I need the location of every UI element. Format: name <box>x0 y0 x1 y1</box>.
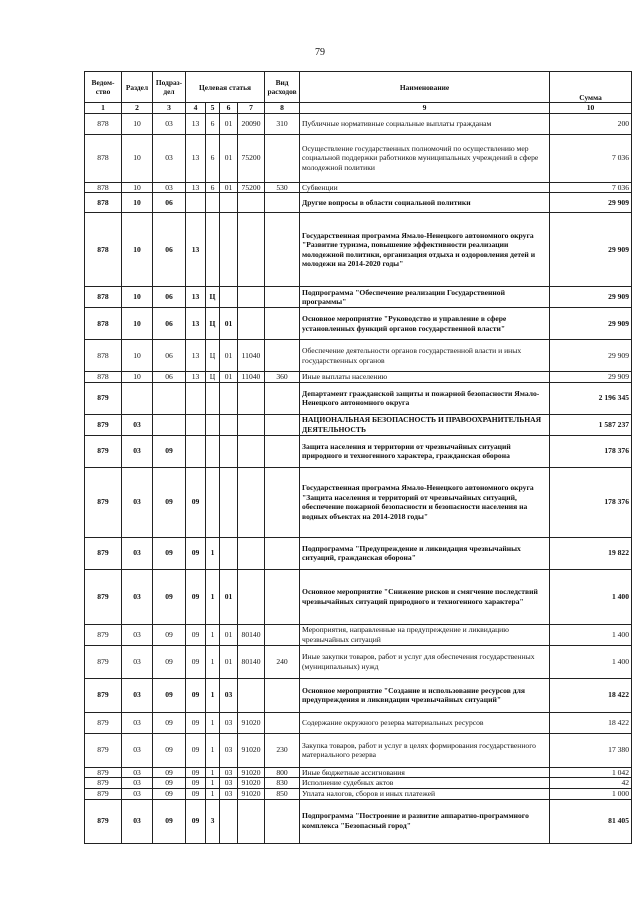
table-row <box>85 778 632 789</box>
section-code: 03 <box>122 414 153 435</box>
header-number-cell: 2 <box>122 103 153 114</box>
item-name: Мероприятия, направленные на предупреждение и ликвидацию чрезвычайных ситуаций <box>300 624 550 645</box>
dept-code: 879 <box>85 645 122 678</box>
item-sum: 200 <box>550 113 632 134</box>
table-row <box>85 134 632 182</box>
dept-code: 878 <box>85 182 122 193</box>
item-sum: 2 196 345 <box>550 382 632 414</box>
section-code: 03 <box>122 712 153 733</box>
activity-code: 03 <box>220 778 238 789</box>
subprogram-code: 1 <box>206 788 220 799</box>
item-sum: 18 422 <box>550 678 632 712</box>
subsection-code: 06 <box>153 193 186 213</box>
dept-code: 879 <box>85 778 122 789</box>
program-code <box>186 193 206 213</box>
table-row <box>85 788 632 799</box>
table-row <box>85 624 632 645</box>
budget-table <box>84 71 632 844</box>
header-number-cell: 10 <box>550 103 632 114</box>
expense-type-code <box>265 712 300 733</box>
dept-code: 878 <box>85 113 122 134</box>
direction-code <box>238 193 265 213</box>
subsection-code: 09 <box>153 537 186 569</box>
header-exp: Вид расходов <box>265 72 300 103</box>
activity-code <box>220 287 238 308</box>
direction-code: 80140 <box>238 624 265 645</box>
item-name: Защита населения и территории от чрезвычайных ситуаций природного и техногенного характера, гражданская оборона <box>300 435 550 467</box>
header-number-cell: 9 <box>300 103 550 114</box>
dept-code: 879 <box>85 537 122 569</box>
table-row <box>85 382 632 414</box>
item-sum: 1 042 <box>550 767 632 778</box>
direction-code <box>238 213 265 287</box>
subsection-code <box>153 382 186 414</box>
section-code: 10 <box>122 287 153 308</box>
activity-code: 03 <box>220 733 238 767</box>
subsection-code: 03 <box>153 113 186 134</box>
subsection-code: 09 <box>153 645 186 678</box>
table-row <box>85 414 632 435</box>
expense-type-code <box>265 624 300 645</box>
direction-code <box>238 799 265 843</box>
header-number-cell: 3 <box>153 103 186 114</box>
header-number-cell: 4 <box>186 103 206 114</box>
section-code: 10 <box>122 113 153 134</box>
program-code: 09 <box>186 645 206 678</box>
program-code: 13 <box>186 182 206 193</box>
activity-code: 01 <box>220 308 238 340</box>
subsection-code: 09 <box>153 569 186 624</box>
direction-code: 11040 <box>238 372 265 383</box>
subprogram-code: 1 <box>206 778 220 789</box>
table-row <box>85 213 632 287</box>
activity-code: 01 <box>220 340 238 372</box>
direction-code: 80140 <box>238 645 265 678</box>
item-name: Иные закупки товаров, работ и услуг для обеспечения государственных (муниципальных) нужд <box>300 645 550 678</box>
expense-type-code <box>265 537 300 569</box>
program-code: 09 <box>186 799 206 843</box>
direction-code: 75200 <box>238 182 265 193</box>
subprogram-code <box>206 435 220 467</box>
header-sum: Сумма <box>550 72 632 103</box>
dept-code: 879 <box>85 799 122 843</box>
direction-code <box>238 414 265 435</box>
subprogram-code <box>206 213 220 287</box>
subsection-code: 09 <box>153 624 186 645</box>
subsection-code: 03 <box>153 182 186 193</box>
section-code: 10 <box>122 213 153 287</box>
item-name: Подпрограмма "Обеспечение реализации Государственной программы" <box>300 287 550 308</box>
item-name: Департамент гражданской защиты и пожарной безопасности Ямало-Ненецкого автономного округа <box>300 382 550 414</box>
activity-code: 03 <box>220 678 238 712</box>
dept-code: 878 <box>85 308 122 340</box>
expense-type-code <box>265 414 300 435</box>
table-row <box>85 678 632 712</box>
section-code: 10 <box>122 308 153 340</box>
expense-type-code: 310 <box>265 113 300 134</box>
activity-code <box>220 799 238 843</box>
section-code: 03 <box>122 569 153 624</box>
activity-code: 01 <box>220 134 238 182</box>
subsection-code: 06 <box>153 372 186 383</box>
direction-code: 91020 <box>238 712 265 733</box>
table-row <box>85 537 632 569</box>
item-sum: 81 405 <box>550 799 632 843</box>
table-row <box>85 193 632 213</box>
table-row <box>85 435 632 467</box>
item-name: Обеспечение деятельности органов государственной власти и иных государственных органов <box>300 340 550 372</box>
direction-code <box>238 435 265 467</box>
subsection-code: 06 <box>153 340 186 372</box>
header-section: Раздел <box>122 72 153 103</box>
expense-type-code <box>265 569 300 624</box>
activity-code <box>220 537 238 569</box>
program-code: 09 <box>186 467 206 537</box>
dept-code: 879 <box>85 788 122 799</box>
item-sum: 29 909 <box>550 193 632 213</box>
item-name: Содержание окружного резерва материальных ресурсов <box>300 712 550 733</box>
program-code: 09 <box>186 788 206 799</box>
page-number: 79 <box>315 47 325 58</box>
activity-code: 03 <box>220 788 238 799</box>
activity-code <box>220 435 238 467</box>
activity-code: 03 <box>220 767 238 778</box>
direction-code: 91020 <box>238 778 265 789</box>
subprogram-code: 6 <box>206 182 220 193</box>
header-numbers-row <box>85 103 632 114</box>
item-sum: 29 909 <box>550 287 632 308</box>
item-sum: 7 036 <box>550 134 632 182</box>
activity-code <box>220 193 238 213</box>
subprogram-code: 6 <box>206 113 220 134</box>
header-number-cell: 8 <box>265 103 300 114</box>
direction-code <box>238 382 265 414</box>
expense-type-code <box>265 308 300 340</box>
section-code: 03 <box>122 624 153 645</box>
program-code: 13 <box>186 113 206 134</box>
dept-code: 879 <box>85 624 122 645</box>
direction-code: 91020 <box>238 788 265 799</box>
dept-code: 879 <box>85 678 122 712</box>
subprogram-code: 1 <box>206 733 220 767</box>
expense-type-code <box>265 134 300 182</box>
subsection-code: 09 <box>153 799 186 843</box>
table-body <box>85 113 632 843</box>
expense-type-code: 230 <box>265 733 300 767</box>
dept-code: 879 <box>85 467 122 537</box>
item-sum: 18 422 <box>550 712 632 733</box>
subprogram-code: 1 <box>206 767 220 778</box>
table-row <box>85 340 632 372</box>
dept-code: 878 <box>85 340 122 372</box>
section-code <box>122 382 153 414</box>
activity-code: 01 <box>220 624 238 645</box>
subsection-code: 09 <box>153 778 186 789</box>
dept-code: 879 <box>85 767 122 778</box>
section-code: 10 <box>122 193 153 213</box>
item-sum: 19 822 <box>550 537 632 569</box>
activity-code <box>220 213 238 287</box>
expense-type-code <box>265 435 300 467</box>
section-code: 03 <box>122 733 153 767</box>
expense-type-code <box>265 287 300 308</box>
program-code: 09 <box>186 678 206 712</box>
expense-type-code <box>265 340 300 372</box>
item-name: Основное мероприятие "Руководство и управление в сфере установленных функций органов государственной власти" <box>300 308 550 340</box>
subsection-code: 06 <box>153 308 186 340</box>
header-number-cell: 5 <box>206 103 220 114</box>
section-code: 03 <box>122 537 153 569</box>
direction-code <box>238 287 265 308</box>
item-sum: 178 376 <box>550 435 632 467</box>
subprogram-code <box>206 193 220 213</box>
subprogram-code: 6 <box>206 134 220 182</box>
item-sum: 178 376 <box>550 467 632 537</box>
item-sum: 1 587 237 <box>550 414 632 435</box>
item-sum: 42 <box>550 778 632 789</box>
section-code: 03 <box>122 435 153 467</box>
section-code: 03 <box>122 645 153 678</box>
table-row <box>85 308 632 340</box>
item-name: Субвенции <box>300 182 550 193</box>
program-code: 09 <box>186 624 206 645</box>
header-subsection: Подраз-дел <box>153 72 186 103</box>
item-sum: 29 909 <box>550 372 632 383</box>
subprogram-code: Ц <box>206 372 220 383</box>
dept-code: 878 <box>85 213 122 287</box>
subprogram-code: 3 <box>206 799 220 843</box>
program-code <box>186 414 206 435</box>
activity-code: 01 <box>220 645 238 678</box>
expense-type-code: 850 <box>265 788 300 799</box>
item-name: НАЦИОНАЛЬНАЯ БЕЗОПАСНОСТЬ И ПРАВООХРАНИТЕЛЬНАЯ ДЕЯТЕЛЬНОСТЬ <box>300 414 550 435</box>
expense-type-code <box>265 382 300 414</box>
table-row <box>85 569 632 624</box>
item-name: Основное мероприятие "Создание и использование ресурсов для предупреждения и ликвидации чрезвычайных ситуаций" <box>300 678 550 712</box>
direction-code: 91020 <box>238 767 265 778</box>
header-number-cell: 7 <box>238 103 265 114</box>
subsection-code: 09 <box>153 767 186 778</box>
program-code: 13 <box>186 213 206 287</box>
activity-code: 01 <box>220 569 238 624</box>
subsection-code: 06 <box>153 287 186 308</box>
section-code: 03 <box>122 678 153 712</box>
program-code: 13 <box>186 308 206 340</box>
section-code: 03 <box>122 767 153 778</box>
header-name: Наименование <box>300 72 550 103</box>
direction-code: 75200 <box>238 134 265 182</box>
activity-code <box>220 414 238 435</box>
item-name: Подпрограмма "Построение и развитие аппаратно-программного комплекса "Безопасный город" <box>300 799 550 843</box>
header-target: Целевая статья <box>186 72 265 103</box>
expense-type-code <box>265 193 300 213</box>
program-code: 09 <box>186 569 206 624</box>
program-code <box>186 382 206 414</box>
section-code: 10 <box>122 182 153 193</box>
table-row <box>85 645 632 678</box>
section-code: 10 <box>122 134 153 182</box>
subsection-code <box>153 414 186 435</box>
dept-code: 878 <box>85 134 122 182</box>
dept-code: 879 <box>85 733 122 767</box>
item-name: Другие вопросы в области социальной политики <box>300 193 550 213</box>
table-row <box>85 182 632 193</box>
section-code: 10 <box>122 372 153 383</box>
section-code: 10 <box>122 340 153 372</box>
subprogram-code: 1 <box>206 537 220 569</box>
direction-code <box>238 569 265 624</box>
direction-code <box>238 308 265 340</box>
subprogram-code <box>206 467 220 537</box>
subprogram-code: 1 <box>206 624 220 645</box>
subprogram-code: Ц <box>206 308 220 340</box>
item-sum: 7 036 <box>550 182 632 193</box>
expense-type-code <box>265 799 300 843</box>
subprogram-code: Ц <box>206 340 220 372</box>
table-row <box>85 372 632 383</box>
item-sum: 1 400 <box>550 624 632 645</box>
subsection-code: 09 <box>153 788 186 799</box>
expense-type-code: 800 <box>265 767 300 778</box>
section-code: 03 <box>122 799 153 843</box>
table-row <box>85 767 632 778</box>
subsection-code: 06 <box>153 213 186 287</box>
direction-code <box>238 678 265 712</box>
subsection-code: 03 <box>153 134 186 182</box>
expense-type-code: 360 <box>265 372 300 383</box>
item-name: Подпрограмма "Предупреждение и ликвидация чрезвычайных ситуаций, гражданская оборона" <box>300 537 550 569</box>
activity-code: 01 <box>220 182 238 193</box>
header-dept: Ведом-ство <box>85 72 122 103</box>
activity-code <box>220 467 238 537</box>
section-code: 03 <box>122 778 153 789</box>
table-row <box>85 712 632 733</box>
program-code: 09 <box>186 733 206 767</box>
item-name: Иные бюджетные ассигнования <box>300 767 550 778</box>
item-sum: 17 380 <box>550 733 632 767</box>
expense-type-code <box>265 678 300 712</box>
activity-code: 01 <box>220 372 238 383</box>
item-name: Осуществление государственных полномочий по осуществлению мер социальной поддержки работников муниципальных учреждений в сфере молодежной политики <box>300 134 550 182</box>
subprogram-code: 1 <box>206 569 220 624</box>
direction-code <box>238 537 265 569</box>
subsection-code: 09 <box>153 435 186 467</box>
table-row <box>85 287 632 308</box>
program-code: 09 <box>186 767 206 778</box>
expense-type-code <box>265 467 300 537</box>
subprogram-code: 1 <box>206 712 220 733</box>
item-sum: 1 000 <box>550 788 632 799</box>
program-code <box>186 435 206 467</box>
table-row <box>85 733 632 767</box>
program-code: 13 <box>186 134 206 182</box>
dept-code: 878 <box>85 287 122 308</box>
subsection-code: 09 <box>153 733 186 767</box>
item-name: Государственная программа Ямало-Ненецкого автономного округа "Защита населения и территорий от чрезвычайных ситуаций, обеспечение пожарной безопасности и безопасности населения на водных объектах на 2014-2018 годы" <box>300 467 550 537</box>
item-name: Уплата налогов, сборов и иных платежей <box>300 788 550 799</box>
section-code: 03 <box>122 788 153 799</box>
dept-code: 879 <box>85 382 122 414</box>
dept-code: 879 <box>85 569 122 624</box>
table-row <box>85 799 632 843</box>
subsection-code: 09 <box>153 467 186 537</box>
header-number-cell: 1 <box>85 103 122 114</box>
item-sum: 1 400 <box>550 645 632 678</box>
subsection-code: 09 <box>153 712 186 733</box>
subprogram-code: Ц <box>206 287 220 308</box>
program-code: 09 <box>186 712 206 733</box>
subprogram-code <box>206 414 220 435</box>
expense-type-code: 830 <box>265 778 300 789</box>
dept-code: 879 <box>85 712 122 733</box>
activity-code <box>220 382 238 414</box>
activity-code: 03 <box>220 712 238 733</box>
section-code: 03 <box>122 467 153 537</box>
table-row <box>85 467 632 537</box>
program-code: 13 <box>186 287 206 308</box>
dept-code: 879 <box>85 435 122 467</box>
item-name: Публичные нормативные социальные выплаты гражданам <box>300 113 550 134</box>
dept-code: 878 <box>85 193 122 213</box>
item-name: Исполнение судебных актов <box>300 778 550 789</box>
direction-code <box>238 467 265 537</box>
expense-type-code <box>265 213 300 287</box>
item-name: Основное мероприятие "Снижение рисков и смягчение последствий чрезвычайных ситуаций природного и техногенного характера" <box>300 569 550 624</box>
item-name: Закупка товаров, работ и услуг в целях формирования государственного материального резерва <box>300 733 550 767</box>
expense-type-code: 530 <box>265 182 300 193</box>
program-code: 13 <box>186 340 206 372</box>
subprogram-code <box>206 382 220 414</box>
subprogram-code: 1 <box>206 678 220 712</box>
item-name: Государственная программа Ямало-Ненецкого автономного округа "Развитие туризма, повышение эффективности реализации молодежной политики, организация отдыха и оздоровления детей и молодежи на 2014-2020 годы" <box>300 213 550 287</box>
subsection-code: 09 <box>153 678 186 712</box>
program-code: 13 <box>186 372 206 383</box>
item-sum: 29 909 <box>550 340 632 372</box>
program-code: 09 <box>186 537 206 569</box>
item-sum: 29 909 <box>550 308 632 340</box>
direction-code: 20090 <box>238 113 265 134</box>
direction-code: 91020 <box>238 733 265 767</box>
activity-code: 01 <box>220 113 238 134</box>
subprogram-code: 1 <box>206 645 220 678</box>
item-name: Иные выплаты населению <box>300 372 550 383</box>
item-sum: 1 400 <box>550 569 632 624</box>
dept-code: 879 <box>85 414 122 435</box>
direction-code: 11040 <box>238 340 265 372</box>
dept-code: 878 <box>85 372 122 383</box>
header-number-cell: 6 <box>220 103 238 114</box>
table-row <box>85 113 632 134</box>
item-sum: 29 909 <box>550 213 632 287</box>
expense-type-code: 240 <box>265 645 300 678</box>
program-code: 09 <box>186 778 206 789</box>
